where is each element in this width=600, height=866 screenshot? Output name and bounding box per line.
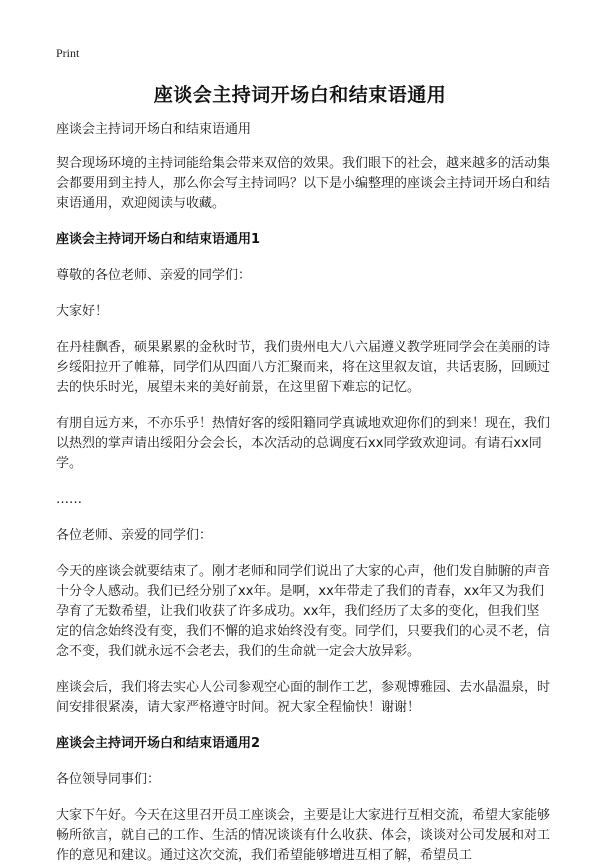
section-1-paragraph-3: 今天的座谈会就要结束了。刚才老师和同学们说出了大家的心声，他们发自肺腑的声音十分令人感动。我们已经分别了xx年。是啊，xx年带走了我们的青春，xx年又为我们孕育了无数希望，让我们收获了许多成功。xx年，我们经历了太多的变化，但我们坚定的信念始终没有变，我们不懈的追求始终没有变。同学们，只要我们的心灵不老，信念不变，我们就永远不会老去，我们的生命就一定会大放异彩。: [56, 564, 551, 659]
section-1-greeting-2: 各位老师、亲爱的同学们：: [56, 528, 213, 543]
section-1-paragraph-1: 在丹桂飘香，硕果累累的金秋时节，我们贵州电大八六届遵义教学班同学会在美丽的诗乡绥阳拉开了帷幕，同学们从四面八方汇聚而来，将在这里叙友谊，共话衷肠，回顾过去的快乐时光，展望未来的美好前景，在这里留下难忘的记忆。: [56, 340, 551, 395]
section-2-heading: 座谈会主持词开场白和结束语通用2: [56, 736, 261, 751]
section-1-greeting: 尊敬的各位老师、亲爱的同学们：: [56, 268, 252, 283]
intro-paragraph: 契合现场环境的主持词能给集会带来双倍的效果。我们眼下的社会，越来越多的活动集会都要用到主持人，那么你会写主持词吗？以下是小编整理的座谈会主持词开场白和结束语通用，欢迎阅读与收藏。: [56, 156, 551, 211]
print-link[interactable]: Print: [56, 46, 80, 60]
article-body: [56, 120, 552, 866]
subtitle: 座谈会主持词开场白和结束语通用: [56, 122, 252, 137]
section-1-heading: 座谈会主持词开场白和结束语通用1: [56, 232, 261, 247]
page-title: 座谈会主持词开场白和结束语通用: [153, 84, 447, 106]
section-1-hello: 大家好！: [56, 304, 109, 319]
section-1-paragraph-2: 有朋自远方来，不亦乐乎！热情好客的绥阳籍同学真诚地欢迎你们的到来！现在，我们以热烈的掌声请出绥阳分会会长，本次活动的总调度石xx同学致欢迎词。有请石xx同学。: [56, 416, 551, 471]
ellipsis: ……: [56, 492, 82, 507]
section-2-paragraph-1: 大家下午好。今天在这里召开员工座谈会，主要是让大家进行互相交流，希望大家能够畅所欲言，就自己的工作、生活的情况谈谈有什么收获、体会，谈谈对公司发展和对工作的意见和建议。通过这次交流，我们希望能够增进互相了解，希望员工: [56, 808, 551, 863]
section-2-greeting: 各位领导同事们：: [56, 772, 161, 787]
section-1-paragraph-4: 座谈会后，我们将去实心人公司参观空心面的制作工艺，参观博雅园、去水晶温泉，时间安排很紧凑，请大家严格遵守时间。祝大家全程愉快！谢谢！: [56, 680, 551, 715]
